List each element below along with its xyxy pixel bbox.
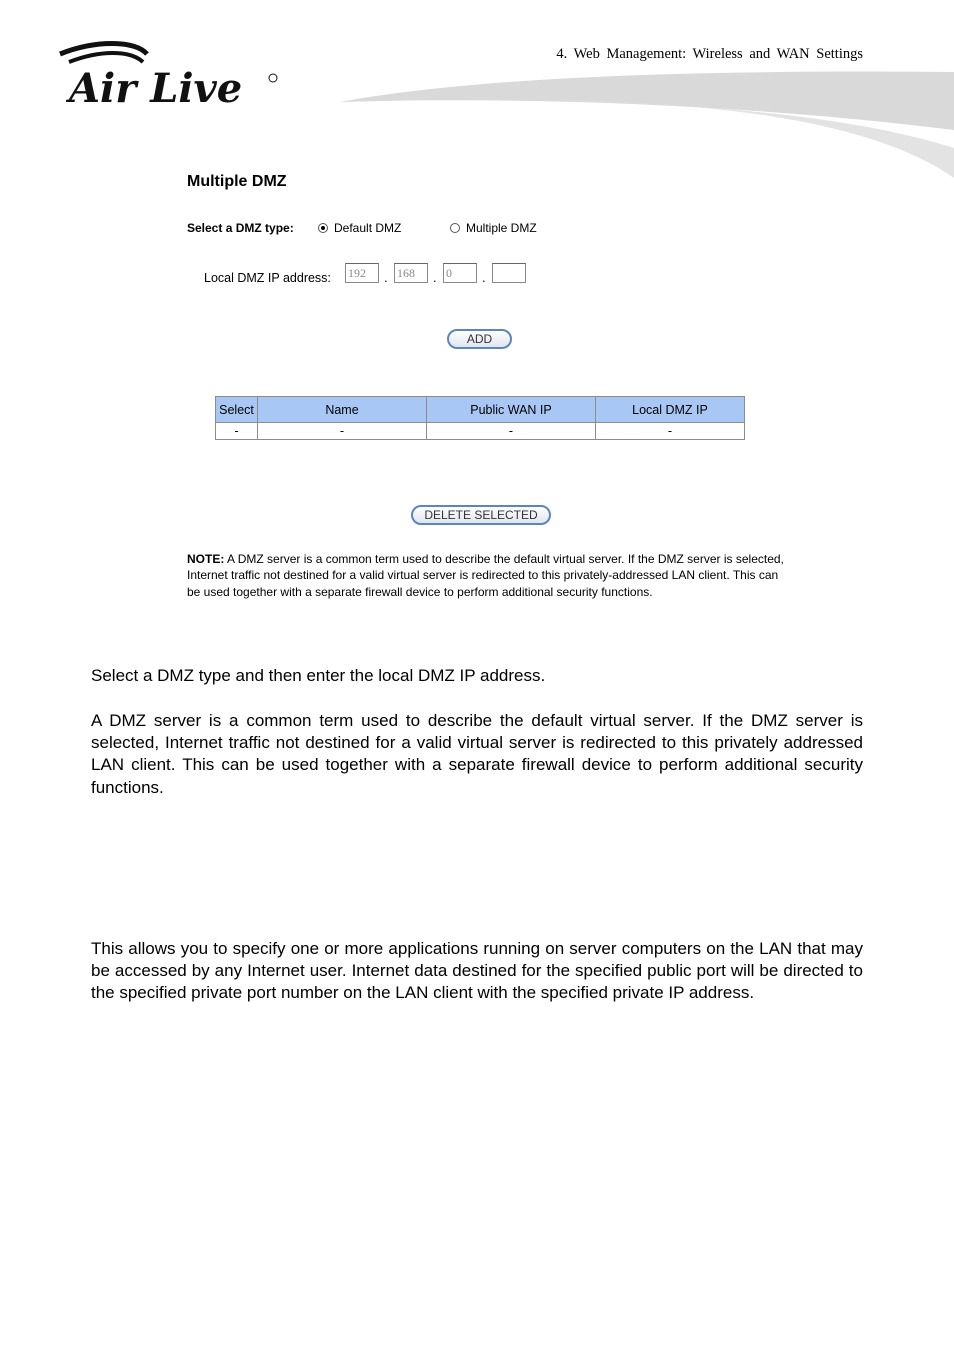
svg-text:Air Live: Air Live [69, 65, 243, 110]
paragraph-virtual-server: This allows you to specify one or more applications running on server computers on the LAN that may be accessed by any Internet user. Internet data destined for the specified public port will be directed to the specified private port number on the LAN client with the specified private IP address. [91, 939, 863, 1003]
table-header-row [216, 397, 745, 423]
dmz-type-label: Select a DMZ type: [187, 221, 294, 235]
column-header-public-wan-ip: Public WAN IP [427, 397, 596, 423]
column-header-local-dmz-ip: Local DMZ IP [596, 397, 745, 423]
default-dmz-radio[interactable] [318, 221, 401, 235]
airlive-logo [55, 40, 285, 110]
table-cell: - [216, 423, 258, 440]
default-dmz-label: Default DMZ [334, 221, 402, 235]
multiple-dmz-label: Multiple DMZ [466, 221, 537, 235]
table-cell: - [596, 423, 745, 440]
radio-unchecked-icon[interactable] [450, 223, 460, 233]
paragraph-select-dmz: Select a DMZ type and then enter the local DMZ IP address. [91, 666, 546, 685]
ip-octet-1-input[interactable] [345, 263, 379, 283]
ip-octet-4-input[interactable] [492, 263, 526, 283]
table-cell: - [258, 423, 427, 440]
note-prefix: NOTE: [187, 552, 225, 566]
header-swoosh [340, 66, 954, 182]
ip-separator: . [384, 270, 388, 285]
table-row [216, 423, 745, 440]
radio-checked-icon[interactable] [318, 223, 328, 233]
ip-octet-3-input[interactable] [443, 263, 477, 283]
column-header-name: Name [258, 397, 427, 423]
panel-title: Multiple DMZ [187, 173, 287, 190]
add-button[interactable]: ADD [447, 329, 512, 349]
multiple-dmz-radio[interactable] [450, 221, 537, 235]
ip-separator: . [433, 270, 437, 285]
chapter-header: 4. Web Management: Wireless and WAN Settings [556, 46, 863, 62]
column-header-select: Select [216, 397, 258, 423]
paragraph-dmz-description: A DMZ server is a common term used to describe the default virtual server. If the DMZ server is selected, Internet traffic not destined for a valid virtual server is redirected to this privately addressed LAN client. This can be used together with a separate firewall device to perform additional security functions. [91, 711, 863, 797]
ip-octet-2-input[interactable] [394, 263, 428, 283]
note-body: A DMZ server is a common term used to describe the default virtual server. If the DMZ server is selected, Internet traffic not destined for a valid virtual server is redirected to this privately-addressed LAN client. This can be used together with a separate firewall device to perform additional security functions. [187, 552, 784, 599]
ip-separator: . [482, 270, 486, 285]
local-dmz-ip-label: Local DMZ IP address: [204, 271, 331, 285]
note-text [187, 551, 787, 600]
table-cell: - [427, 423, 596, 440]
dmz-table [215, 396, 745, 440]
delete-selected-button[interactable]: DELETE SELECTED [411, 505, 551, 525]
